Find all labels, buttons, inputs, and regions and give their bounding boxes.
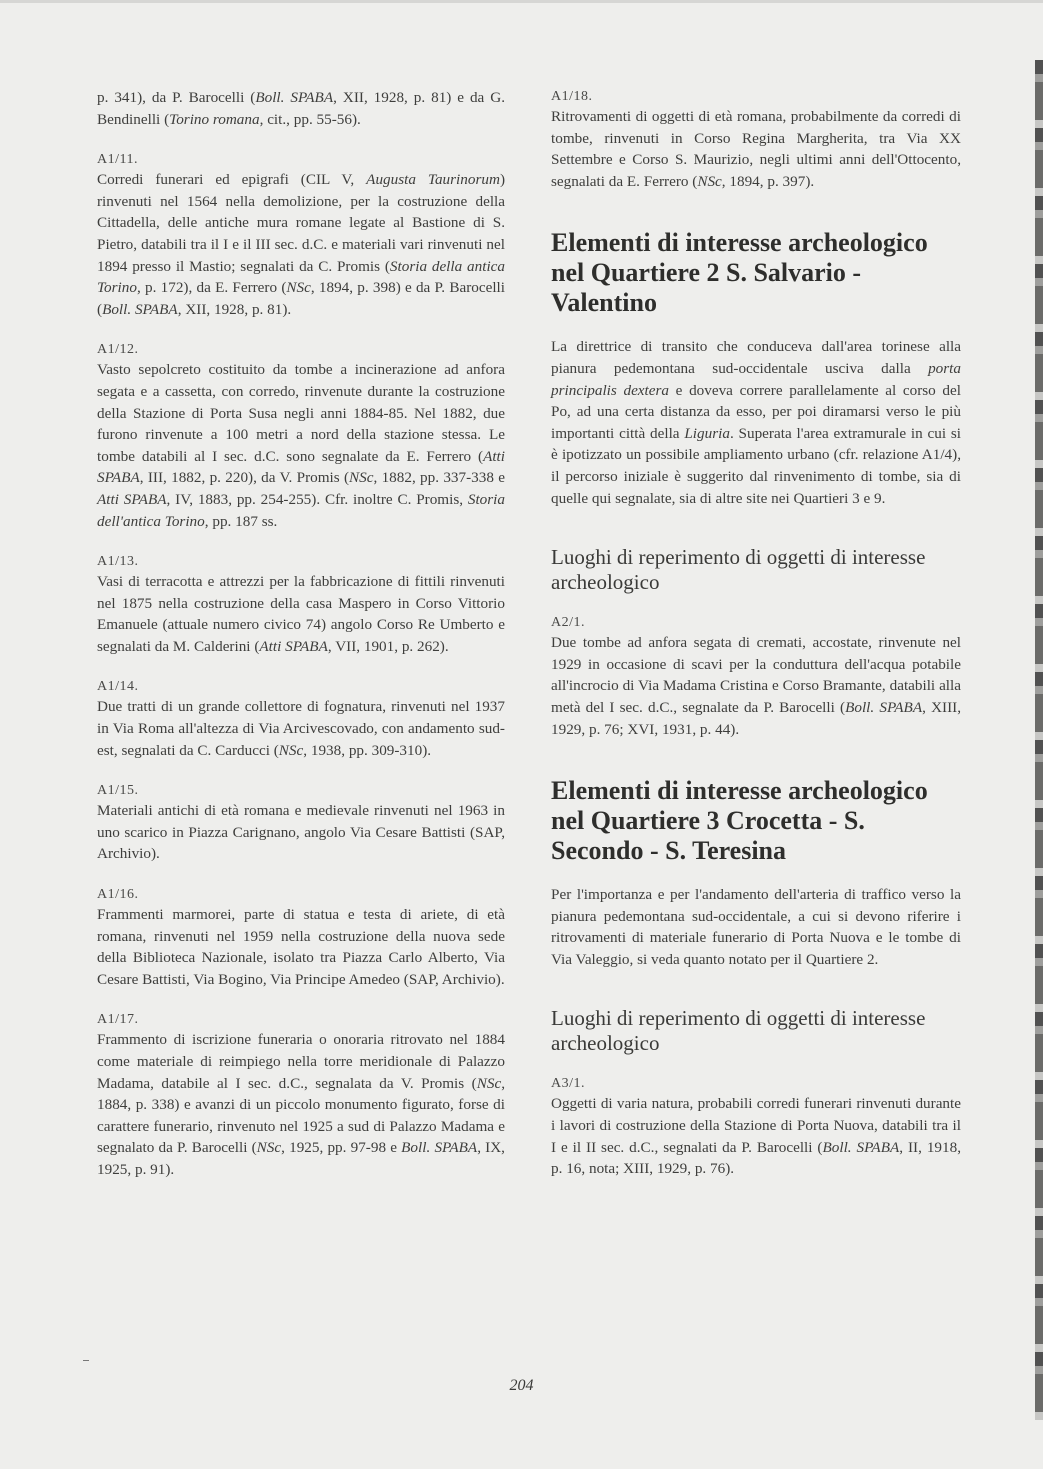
entry-text: Corredi funerari ed epigrafi (CIL V, Augusta Taurinorum) rinvenuti nel 1564 nella demolizione, per la costruzione della Cittadella, delle antiche mura romane legate al Bastione di S. Pietro, databili tra il I e il III sec. d.C. e materiali vari rinvenuti nel 1894 presso il Mastio; segnalati da C. Promis (Storia della antica Torino, p. 172), da E. Ferrero (NSc, 1894, p. 398) e da P. Barocelli (Boll. SPABA, XII, 1928, p. 81). — [97, 171, 505, 318]
italic-citation: porta principalis dextera — [551, 359, 961, 399]
italic-citation: NSc — [278, 741, 304, 759]
top-border — [0, 0, 1043, 3]
section-entries — [551, 1074, 961, 1179]
italic-citation: Storia della antica Torino — [97, 257, 505, 297]
entry-id: A1/11. — [97, 152, 138, 168]
italic-citation: NSc — [476, 1074, 502, 1092]
section-quartiere-3 — [551, 776, 961, 1180]
catalog-entry — [551, 613, 961, 740]
entry-text: Oggetti di varia natura, probabili corredi funerari rinvenuti durante i lavori di costruzione della Stazione di Porta Nuova, databili tra il I e il II sec. d.C., segnalati da P. Barocelli (Boll. SPABA, II, 1918, p. 16, nota; XIII, 1929, p. 76). — [551, 1095, 961, 1178]
italic-citation: Boll. SPABA — [102, 300, 178, 318]
right-column — [551, 87, 961, 1200]
entry-text: Ritrovamenti di oggetti di età romana, probabilmente da corredi di tombe, rinvenuti in Corso Regina Margherita, tra Via XX Settembre e Corso S. Maurizio, negli ultimi anni dell'Ottocento, segnalati da E. Ferrero (NSc, 1894, p. 397). — [551, 108, 961, 190]
continuation-entry — [97, 87, 505, 130]
entry-id: A1/14. — [97, 679, 139, 695]
italic-citation: Torino romana — [169, 110, 260, 128]
entry-id: A1/13. — [97, 554, 139, 570]
catalog-entry — [551, 1074, 961, 1179]
section-entries — [551, 613, 961, 740]
entry-text: Due tratti di un grande collettore di fognatura, rinvenuti nel 1937 in Via Roma all'altezza di Via Arcivescovado, con andamento sud-est, segnalati da C. Carducci (NSc, 1938, pp. 309-310). — [97, 698, 505, 759]
entry-text: Due tombe ad anfora segata di cremati, accostate, rinvenute nel 1929 in occasione di scavi per la conduttura dell'acqua potabile all'incrocio di Via Madama Cristina e Corso Bramante, databili alla metà del I sec. d.C., segnalate da P. Barocelli (Boll. SPABA, XIII, 1929, p. 76; XVI, 1931, p. 44). — [551, 634, 962, 738]
italic-citation: NSc — [349, 469, 374, 487]
italic-citation: Boll. SPABA — [845, 698, 923, 716]
catalog-entry — [97, 677, 505, 761]
entry-id: A1/16. — [97, 887, 139, 903]
entry-text: Vasi di terracotta e attrezzi per la fabbricazione di fittili rinvenuti nel 1875 nella costruzione della casa Maspero in Corso Vittorio Emanuele (attuale numero civico 74) angolo Corso Re Umberto e segnalati da M. Calderini (Atti SPABA, VII, 1901, p. 262). — [97, 573, 505, 655]
catalog-entry — [97, 1010, 505, 1180]
section-intro: Per l'importanza e per l'andamento dell'arteria di traffico verso la pianura pedemontana sud-occidentale, a cui si devono riferire i ritrovamenti di materiale funerario di Porta Nuova e le tombe di Via Valeggio, si veda quanto notato per il Quartiere 2. — [551, 886, 961, 968]
italic-citation: NSc — [286, 279, 311, 297]
italic-citation: Liguria — [684, 424, 730, 442]
catalog-entry — [551, 87, 961, 192]
section-title: Elementi di interesse archeologico nel Quartiere 3 Crocetta - S. Secondo - S. Teresina — [551, 776, 928, 866]
entry-id: A2/1. — [551, 615, 585, 631]
entry-text: Frammento di iscrizione funeraria o onoraria ritrovato nel 1884 come materiale di reimpiego nella torre meridionale di Palazzo Madama, databile al I sec. d.C., segnalata da V. Promis (NSc, 1884, p. 338) e avanzi di un piccolo monumento figurato, forse di carattere funerario, rinvenuto nel 1925 a sud di Palazzo Madama e segnalato da P. Barocelli (NSc, 1925, pp. 97-98 e Boll. SPABA, IX, 1925, p. 91). — [97, 1031, 505, 1178]
entry-text: Frammenti marmorei, parte di statua e testa di ariete, di età romana, rinvenuti nel 1959 nella costruzione della nuova sede della Biblioteca Nazionale, isolato tra Piazza Carlo Alberto, Via Cesare Battisti, Via Bogino, Via Principe Amedeo (SAP, Archivio). — [97, 906, 505, 988]
left-column — [97, 87, 505, 1201]
catalog-entry — [97, 340, 505, 532]
entry-id: A1/18. — [551, 89, 593, 104]
italic-citation: NSc — [256, 1139, 282, 1157]
section-intro: La direttrice di transito che conduceva dall'area torinese alla pianura pedemontana sud-occidentale usciva dalla porta principalis dextera e doveva correre parallelamente al corso del Po, ad una certa distanza da esso, per poi diramarsi verso le più importanti città della Liguria. Superata l'area extramurale in cui si è ipotizzato un possibile ampliamento urbano (cfr. relazione A1/4), il percorso iniziale è suggerito dal rinvenimento di tombe, sia di quelle qui segnalate, sia di altre site nei Quartieri 3 e 9. — [551, 338, 961, 507]
entry-id: A1/17. — [97, 1012, 139, 1028]
italic-citation: Boll. SPABA — [255, 89, 334, 106]
page-edge-shadow — [1035, 60, 1043, 1420]
entry-text: Materiali antichi di età romana e medievale rinvenuti nel 1963 in uno scarico in Piazza Carignano, angolo Via Cesare Battisti (SAP, Archivio). — [97, 802, 505, 863]
italic-citation: NSc — [697, 172, 722, 190]
entry-id: A1/12. — [97, 342, 139, 358]
section-title: Elementi di interesse archeologico nel Quartiere 2 S. Salvario - Valentino — [551, 228, 928, 318]
right-top-entries — [551, 87, 961, 192]
section-quartiere-2 — [551, 228, 961, 740]
italic-citation: Atti SPABA — [97, 447, 505, 487]
catalog-entry — [97, 781, 505, 865]
italic-citation: Boll. SPABA — [822, 1138, 900, 1156]
catalog-entry — [97, 150, 505, 320]
entry-id: A3/1. — [551, 1076, 585, 1092]
italic-citation: Storia dell'antica Torino — [97, 490, 505, 530]
margin-mark — [83, 1360, 89, 1361]
italic-citation: Boll. SPABA — [401, 1139, 478, 1157]
italic-citation: Atti SPABA — [259, 637, 328, 655]
left-entries — [97, 150, 505, 1180]
italic-citation: Atti SPABA — [97, 490, 167, 508]
catalog-entry — [97, 552, 505, 657]
page-number: 204 — [509, 1377, 534, 1394]
catalog-entry — [97, 885, 505, 990]
entry-text: Vasto sepolcreto costituito da tombe a incinerazione ad anfora segata e a cassetta, con corredo, rinvenute durante la costruzione della Stazione di Porta Susa negli anni 1884-85. Nel 1882, due furono rinvenute a 100 metri a nord della stazione stessa. Le tombe databili al I sec. d.C. sono segnalate da E. Ferrero (Atti SPABA, III, 1882, p. 220), da V. Promis (NSc, 1882, pp. 337-338 e Atti SPABA, IV, 1883, pp. 254-255). Cfr. inoltre C. Promis, Storia dell'antica Torino, pp. 187 ss. — [97, 361, 505, 530]
italic-citation: Augusta Taurinorum — [366, 171, 500, 189]
continuation-text: p. 341), da P. Barocelli (Boll. SPABA, XII, 1928, p. 81) e da G. Bendinelli (Torino romana, cit., pp. 55-56). — [97, 89, 506, 128]
entry-id: A1/15. — [97, 783, 139, 799]
section-subtitle: Luoghi di reperimento di oggetti di interesse archeologico — [551, 545, 926, 595]
section-subtitle: Luoghi di reperimento di oggetti di interesse archeologico — [551, 1006, 926, 1056]
